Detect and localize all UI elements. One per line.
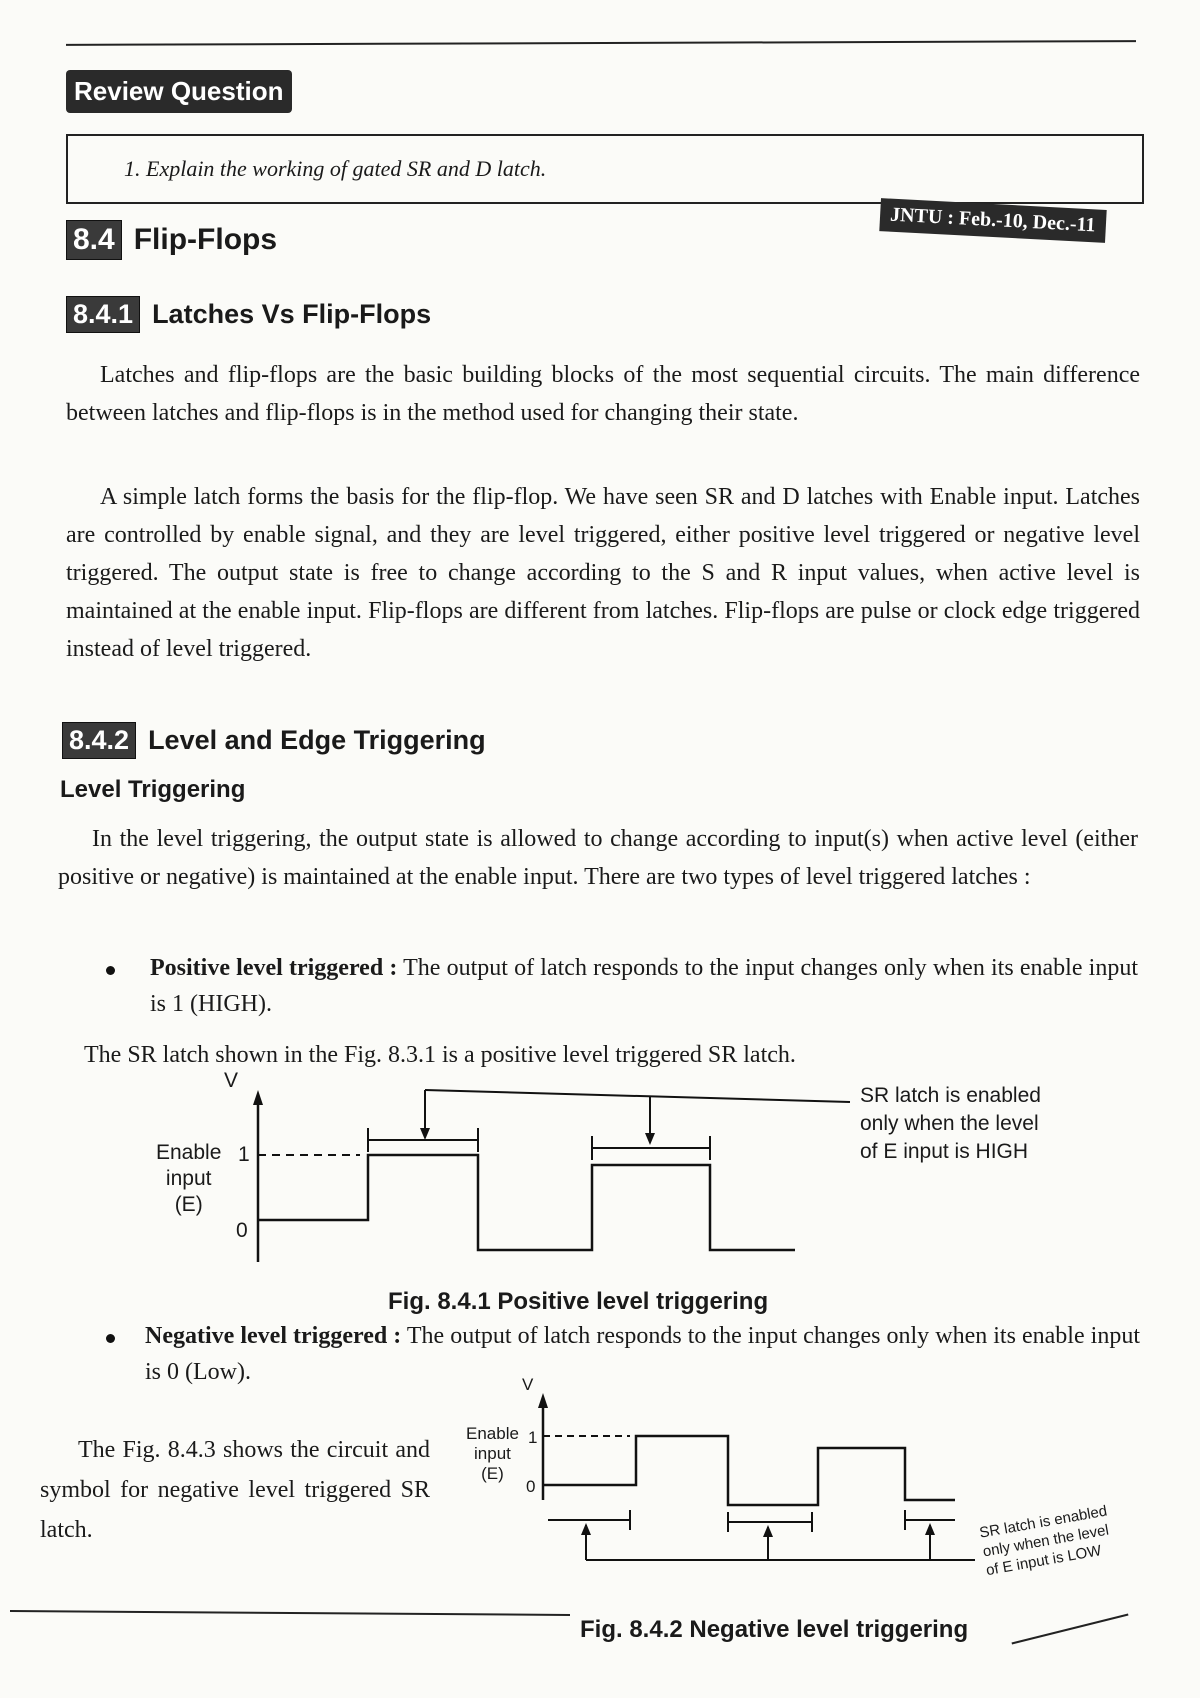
fig1-level-low-label: 0: [236, 1219, 248, 1242]
fig2-enable-label: [466, 1424, 519, 1484]
subsection-number: 8.4.1: [66, 296, 140, 333]
fig2-enable-label-text: Enable input (E): [466, 1424, 519, 1483]
fig1-level-high-label: 1: [238, 1143, 250, 1166]
exam-source-tag: JNTU : Feb.-10, Dec.-11: [879, 198, 1106, 243]
fig2-y-axis-arrow: [538, 1393, 548, 1408]
fig1-enable-label-text: Enable input (E): [156, 1141, 222, 1216]
fig2-note-text: SR latch is enabled only when the level of E input is LOW: [978, 1502, 1111, 1580]
bullet-positive-level-term: Positive level triggered :: [150, 955, 398, 981]
fig1-caption: Fig. 8.4.1 Positive level triggering: [388, 1288, 769, 1315]
section-number: 8.4: [66, 220, 122, 260]
paragraph-latches-intro-text: Latches and flip-flops are the basic building blocks of the most sequential circuits. The main difference between latches and flip-flops is in the method used for changing their state.: [66, 362, 1140, 426]
subheading-level-triggering: Level Triggering: [60, 776, 246, 803]
subsection-number: 8.4.2: [62, 722, 136, 759]
paragraph-simple-latch-text: A simple latch forms the basis for the flip-flop. We have seen SR and D latches with Enable input. Latches are controlled by enable signal, and they are level triggered, either positive level triggered or negative level triggered. The output state is free to change according to the S and R input values, when active level is maintained at the enable input. Flip-flops are different from latches. Flip-flops are pulse or clock edge triggered instead of level triggered.: [66, 484, 1140, 662]
paragraph-level-triggering-text: In the level triggering, the output state is allowed to change according to input(s) when active level (either positive or negative) is maintained at the enable input. There are two types of level triggered latches :: [58, 826, 1138, 890]
subsection-title: Latches Vs Flip-Flops: [152, 299, 432, 329]
bullet-negative-level-text: The output of latch responds to the input changes only when its enable input is 0 (Low).: [145, 1323, 1140, 1385]
fig2-level-high-label: 1: [528, 1428, 538, 1447]
bullet-negative-level-term: Negative level triggered :: [145, 1323, 402, 1349]
fig1-axis-label: V: [224, 1069, 239, 1092]
review-question-text: 1. Explain the working of gated SR and D latch.: [124, 156, 547, 181]
fig2-enable-waveform: [543, 1436, 955, 1505]
bullet-positive-level-text: The output of latch responds to the input changes only when its enable input is 1 (HIGH).: [150, 955, 1139, 1017]
paragraph-sr-latch-positive-text: The SR latch shown in the Fig. 8.3.1 is a positive level triggered SR latch.: [84, 1042, 796, 1068]
fig2-caption: Fig. 8.4.2 Negative level triggering: [580, 1616, 969, 1643]
fig2-level-low-label: 0: [526, 1477, 536, 1496]
paragraph-fig-843-reference-text: The Fig. 8.4.3 shows the circuit and symbol for negative level triggered SR latch.: [40, 1437, 430, 1543]
subsection-title: Level and Edge Triggering: [148, 725, 486, 755]
review-question-label: Review Question: [74, 76, 284, 106]
fig1-note-text: SR latch is enabled only when the level of E input is HIGH: [860, 1084, 1041, 1163]
fig2-axis-label: V: [522, 1375, 534, 1394]
section-title: Flip-Flops: [133, 223, 278, 256]
